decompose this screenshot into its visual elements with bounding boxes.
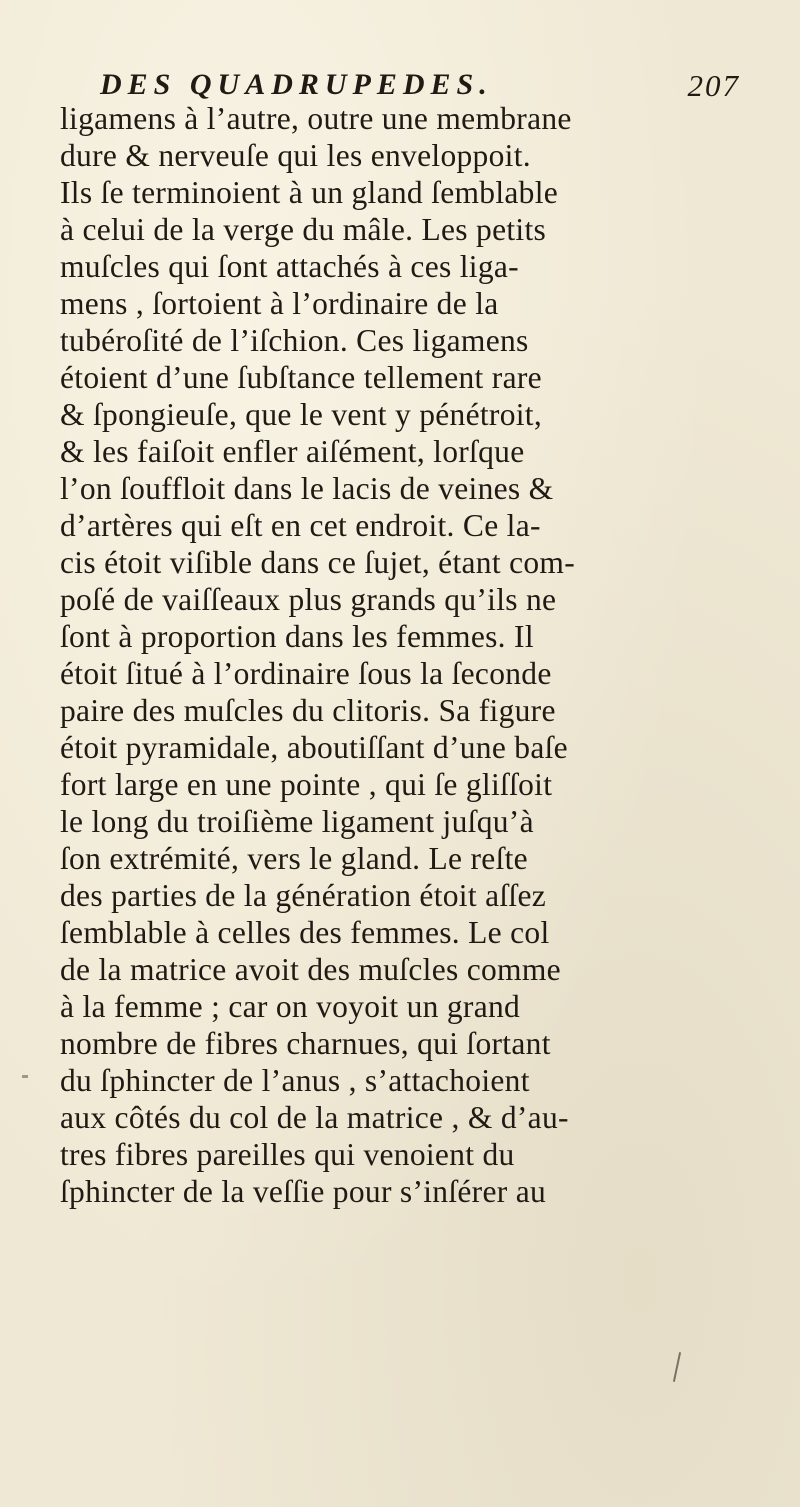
page-number: 207 <box>687 68 740 103</box>
text-line: Ils ſe terminoient à un gland ſemblable <box>60 175 559 210</box>
text-line: d’artères qui eſt en cet endroit. Ce la- <box>60 508 541 543</box>
text-line: du ſphincter de l’anus , s’attachoient <box>60 1063 530 1098</box>
text-line: poſé de vaiſſeaux plus grands qu’ils ne <box>60 582 557 617</box>
text-line: cis étoit viſible dans ce ſujet, étant com- <box>60 545 575 580</box>
text-line: fort large en une pointe , qui ſe gliſſoit <box>60 767 553 802</box>
text-line: aux côtés du col de la matrice , & d’au- <box>60 1100 569 1135</box>
text-line: le long du troiſième ligament juſqu’à <box>60 804 534 839</box>
text-line: & les faiſoit enfler aiſément, lorſque <box>60 434 525 469</box>
text-line: tres fibres pareilles qui venoient du <box>60 1137 515 1172</box>
margin-ink-dot <box>22 1075 28 1078</box>
text-line: nombre de fibres charnues, qui ſortant <box>60 1026 551 1061</box>
text-line: mens , ſortoient à l’ordinaire de la <box>60 286 499 321</box>
text-line: étoit ſitué à l’ordinaire ſous la ſeconde <box>60 656 552 691</box>
text-line: ſphincter de la veſſie pour s’inſérer au <box>60 1174 547 1209</box>
text-line: de la matrice avoit des muſcles comme <box>60 952 561 987</box>
text-line: l’on ſouffloit dans le lacis de veines & <box>60 471 554 506</box>
text-line: étoient d’une ſubſtance tellement rare <box>60 360 542 395</box>
body-text <box>60 100 750 1210</box>
text-line: à celui de la verge du mâle. Les petits <box>60 212 547 247</box>
text-line: muſcles qui ſont attachés à ces liga- <box>60 249 519 284</box>
text-line: dure & nerveuſe qui les enveloppoit. <box>60 138 531 173</box>
stray-ink-mark <box>673 1352 681 1382</box>
text-line: ligamens à l’autre, outre une membrane <box>60 101 572 136</box>
text-line: étoit pyramidale, aboutiſſant d’une baſe <box>60 730 568 765</box>
text-line: paire des muſcles du clitoris. Sa figure <box>60 693 556 728</box>
text-line: à la femme ; car on voyoit un grand <box>60 989 521 1024</box>
text-line: des parties de la génération étoit aſſez <box>60 878 547 913</box>
text-line: ſemblable à celles des femmes. Le col <box>60 915 550 950</box>
text-line: tubéroſité de l’iſchion. Ces ligamens <box>60 323 529 358</box>
text-line: ſont à proportion dans les femmes. Il <box>60 619 534 654</box>
text-line: & ſpongieuſe, que le vent y pénétroit, <box>60 397 543 432</box>
running-title: DES QUADRUPEDES. <box>100 68 493 101</box>
text-line: ſon extrémité, vers le gland. Le reſte <box>60 841 528 876</box>
